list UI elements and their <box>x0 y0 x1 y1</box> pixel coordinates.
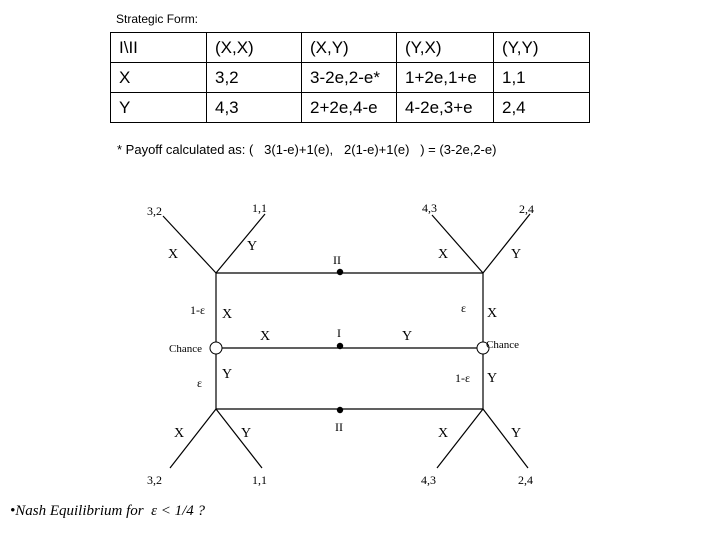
action-label: X <box>168 247 179 262</box>
table-cell: 4,3 <box>207 93 302 123</box>
chance-label: Chance <box>486 339 519 351</box>
player-label: I <box>337 326 341 340</box>
table-cell: 2,4 <box>494 93 590 123</box>
table-cell: 3-2e,2-e* <box>302 63 397 93</box>
probability-label: ε <box>461 301 467 315</box>
table-cell: 4-2e,3+e <box>397 93 494 123</box>
action-label: Y <box>402 329 413 344</box>
strategic-form-title: Strategic Form: <box>116 12 199 26</box>
table-header-cell: (X,Y) <box>302 33 397 63</box>
edge-bl-y <box>216 409 262 468</box>
edge-br-y <box>483 409 528 468</box>
table-header-cell: I\II <box>111 33 207 63</box>
payoff-label: 3,2 <box>147 204 162 218</box>
table-header-cell: (Y,Y) <box>494 33 590 63</box>
payoff-label: 2,4 <box>518 473 533 487</box>
payoff-label: 4,3 <box>421 473 436 487</box>
action-label: X <box>222 307 233 322</box>
edge-tl-x <box>163 216 216 273</box>
table-cell: 1+2e,1+e <box>397 63 494 93</box>
table-cell: X <box>111 63 207 93</box>
nash-equilibrium-question: •Nash Equilibrium for ε < 1/4 ? <box>10 503 206 519</box>
table-cell: 1,1 <box>494 63 590 93</box>
player-label: II <box>335 420 343 434</box>
node-player-ii-bottom <box>337 407 343 413</box>
edge-tr-x <box>432 215 483 273</box>
action-label: Y <box>511 247 522 262</box>
action-label: X <box>487 306 498 321</box>
action-label: Y <box>511 426 522 441</box>
chance-node-left <box>210 342 222 354</box>
table-header-cell: (Y,X) <box>397 33 494 63</box>
payoff-label: 2,4 <box>519 202 534 216</box>
payoff-label: 1,1 <box>252 473 267 487</box>
table-header-cell: (X,X) <box>207 33 302 63</box>
node-player-i <box>337 343 343 349</box>
payoff-label: 3,2 <box>147 473 162 487</box>
probability-label: 1-ε <box>190 303 206 317</box>
edge-tl-y <box>216 214 265 273</box>
node-player-ii-top <box>337 269 343 275</box>
payoff-label: 4,3 <box>422 201 437 215</box>
action-label: Y <box>247 239 258 254</box>
action-label: Y <box>241 426 252 441</box>
edge-tr-y <box>483 214 530 273</box>
table-cell: Y <box>111 93 207 123</box>
probability-label: ε <box>197 376 203 390</box>
table-cell: 3,2 <box>207 63 302 93</box>
probability-label: 1-ε <box>455 371 471 385</box>
action-label: Y <box>222 367 233 382</box>
player-label: II <box>333 253 341 267</box>
action-label: Y <box>487 371 498 386</box>
action-label: X <box>438 247 449 262</box>
table-cell: 2+2e,4-e <box>302 93 397 123</box>
payoff-label: 1,1 <box>252 201 267 215</box>
payoff-footnote: * Payoff calculated as: ( 3(1-e)+1(e), 2(1-e)+1(e) ) = (3-2e,2-e) <box>117 142 497 157</box>
action-label: X <box>174 426 185 441</box>
action-label: X <box>260 329 271 344</box>
chance-label: Chance <box>169 343 202 355</box>
action-label: X <box>438 426 449 441</box>
